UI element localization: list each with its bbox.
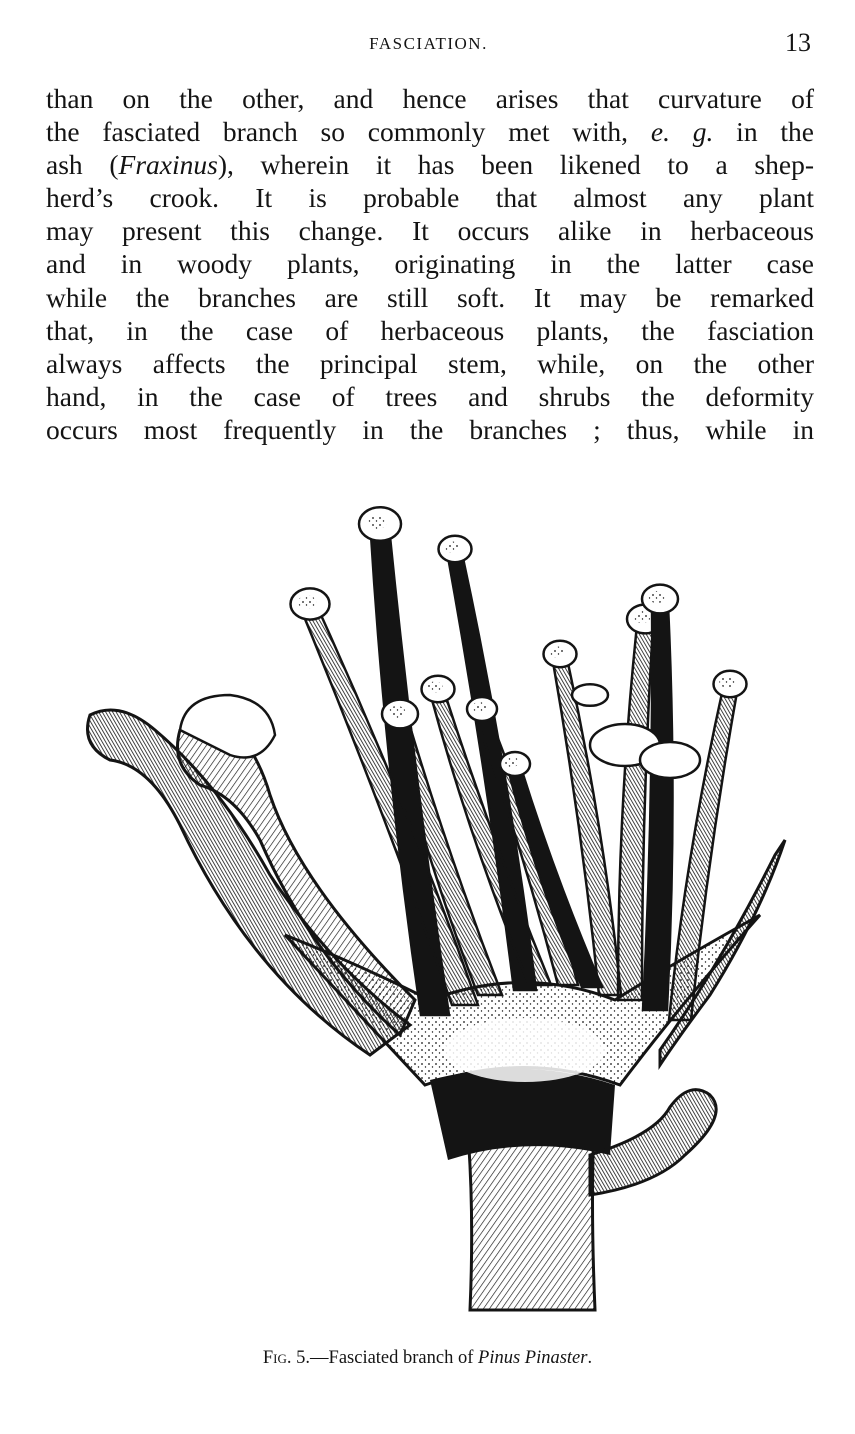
caption-end: . (587, 1348, 593, 1368)
figure-caption (0, 1348, 855, 1369)
text-line (46, 281, 814, 314)
clustered-bud (572, 684, 608, 706)
fan-highlight (445, 1018, 605, 1082)
text-segment: may present this change. It occurs alike in herbaceous (46, 215, 814, 247)
text-line (46, 314, 814, 347)
bud-texture (634, 611, 651, 623)
italic-segment: e. g. (650, 116, 714, 148)
text-segment: ash ( (46, 149, 119, 181)
text-segment: in the (713, 116, 814, 148)
bud-texture (505, 757, 519, 767)
text-line (46, 181, 814, 214)
caption-figure-label: Fig. 5. (262, 1348, 311, 1368)
text-line (46, 214, 814, 247)
text-line (46, 148, 814, 181)
bud-texture (389, 706, 406, 718)
text-segment: than on the other, and hence arises that curvature of (46, 83, 814, 114)
text-line (46, 247, 814, 280)
text-segment: always affects the principal stem, while, on the other (46, 347, 814, 379)
clustered-bud (640, 742, 700, 778)
bud-texture (649, 591, 666, 603)
text-segment: and in woody plants, originating in the latter case (46, 248, 814, 280)
caption-dash: — (310, 1348, 329, 1368)
text-segment: hand, in the case of trees and shrubs the deformity (46, 380, 814, 412)
bud-texture (298, 596, 316, 609)
italic-segment: Fraxinus (118, 149, 218, 181)
text-segment: herd’s crook. It is probable that almost any plant (46, 182, 814, 214)
bud-texture (367, 515, 387, 529)
text-segment: while the branches are still soft. It may be remarked (46, 281, 814, 313)
text-line (46, 82, 814, 115)
body-paragraph (46, 82, 814, 446)
text-line (46, 115, 814, 148)
running-title: FASCIATION. (369, 34, 488, 53)
figure-illustration (70, 495, 790, 1315)
text-line (46, 413, 814, 446)
text-segment: that, in the case of herbaceous plants, the fasciation (46, 314, 814, 346)
fasciated-branch-engraving (70, 495, 790, 1315)
bud-texture (427, 682, 442, 693)
bud-texture (549, 647, 564, 658)
bud-texture (444, 542, 459, 553)
running-head (46, 28, 811, 62)
caption-text: Fasciated branch of (328, 1348, 479, 1368)
page-number: 13 (785, 28, 811, 57)
text-segment: occurs most frequently in the branches ; thus, while in (46, 413, 814, 445)
bud-texture (472, 702, 486, 712)
stem-collar (430, 1069, 615, 1160)
text-line (46, 347, 814, 380)
caption-taxon: Pinus Pinaster (478, 1348, 588, 1368)
text-segment: ), wherein it has been likened to a shep- (217, 149, 814, 181)
text-segment: the fasciated branch so commonly met with, (46, 116, 651, 148)
text-line (46, 380, 814, 413)
bud-texture (719, 677, 734, 688)
